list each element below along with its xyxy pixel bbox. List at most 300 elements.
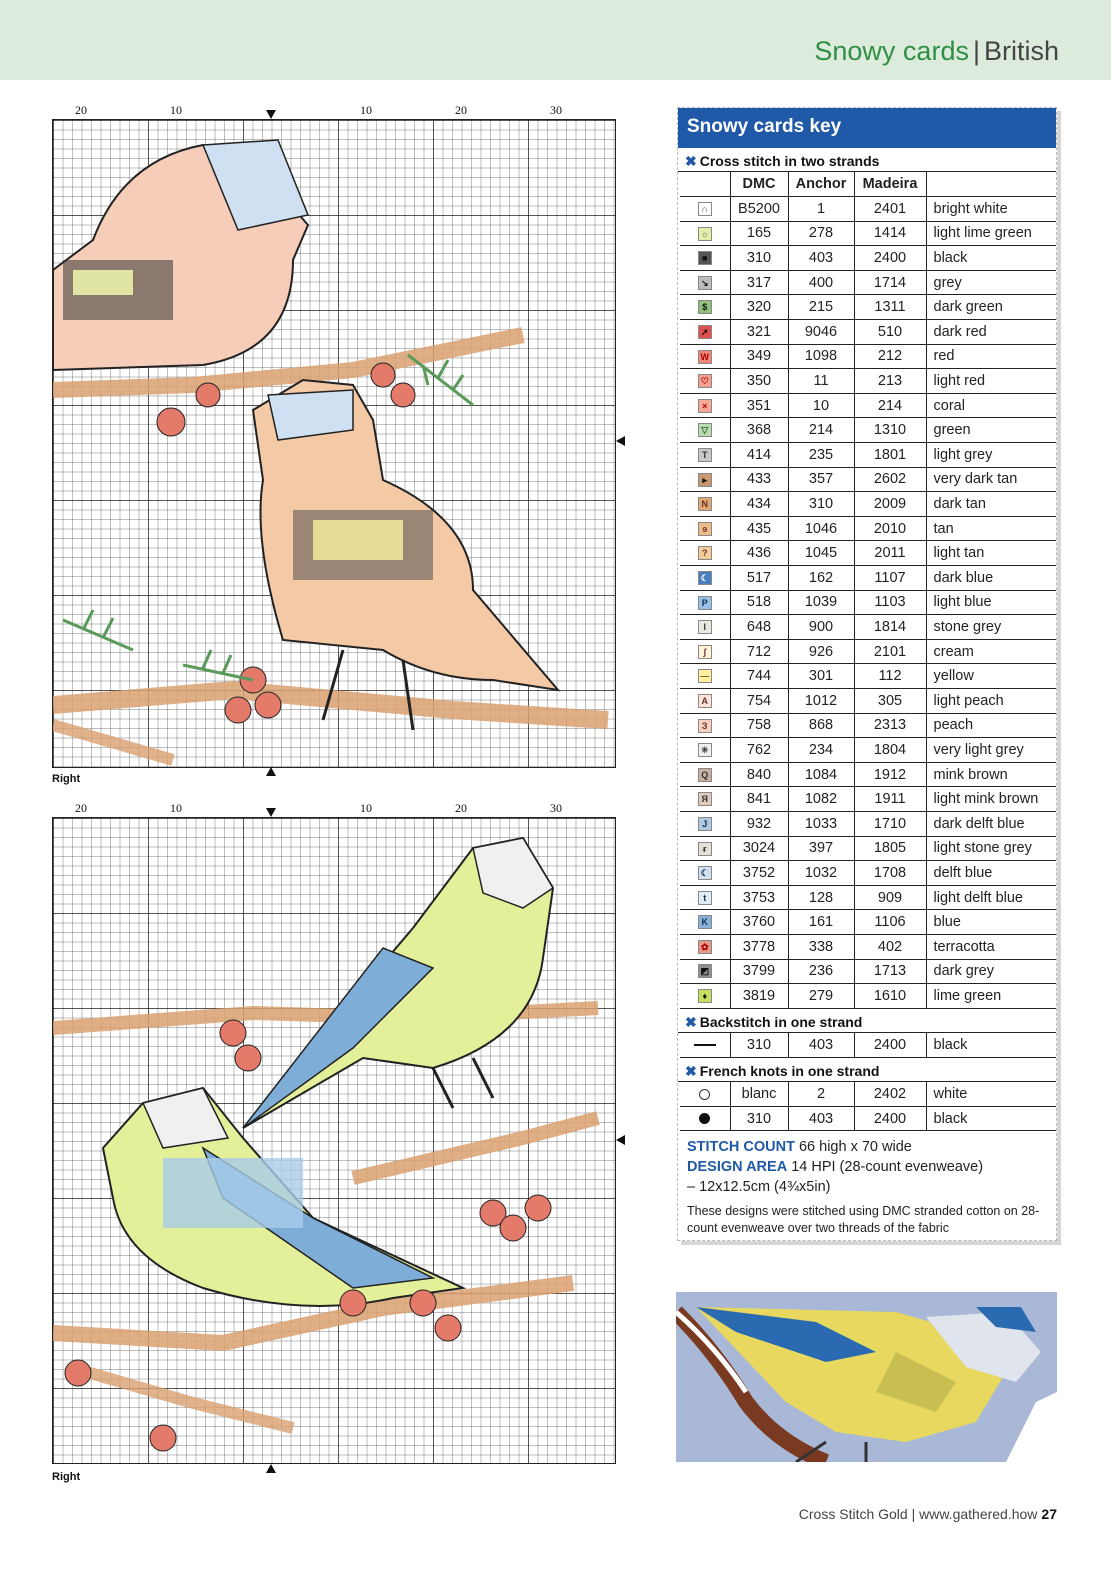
colour-name: very dark tan (926, 467, 1056, 492)
colour-name: cream (926, 639, 1056, 664)
chart-label-right: Right (52, 773, 81, 785)
symbol-cell (680, 762, 730, 787)
dmc-cell: 744 (730, 664, 788, 689)
colour-name: black (926, 246, 1056, 271)
anchor-cell: 400 (788, 270, 854, 295)
madeira-cell: 1610 (854, 984, 926, 1009)
colour-name: grey (926, 270, 1056, 295)
key-row (680, 197, 1056, 222)
anchor-cell: 926 (788, 639, 854, 664)
dmc-cell: 3760 (730, 910, 788, 935)
dmc-cell: 434 (730, 492, 788, 517)
key-row (680, 221, 1056, 246)
madeira-cell: 112 (854, 664, 926, 689)
black-knot-icon (680, 1106, 730, 1131)
anchor-cell: 1039 (788, 590, 854, 615)
thread-symbol-icon: — (698, 669, 712, 683)
colour-name: blue (926, 910, 1056, 935)
symbol-cell (680, 443, 730, 468)
header-subtitle: British (983, 36, 1059, 66)
thread-symbol-icon: ʃ (698, 645, 712, 659)
design-area-size: – 12x12.5cm (4¾x5in) (687, 1179, 831, 1196)
anchor-cell: 1033 (788, 811, 854, 836)
center-marker-bottom (266, 1464, 276, 1473)
dmc-cell: 3799 (730, 959, 788, 984)
thread-symbol-icon: ɘ (698, 522, 712, 536)
madeira-cell: 1805 (854, 836, 926, 861)
anchor-cell: 1032 (788, 861, 854, 886)
madeira-cell: 1107 (854, 566, 926, 591)
anchor-cell: 301 (788, 664, 854, 689)
section-cross-label: Cross stitch in two strands (699, 153, 880, 169)
anchor-cell: 279 (788, 984, 854, 1009)
axis-number: 10 (360, 103, 372, 117)
madeira-cell: 1804 (854, 738, 926, 763)
madeira-cell: 1414 (854, 221, 926, 246)
key-header-row (680, 172, 1056, 197)
madeira-cell: 1911 (854, 787, 926, 812)
chart-grid (52, 119, 616, 768)
center-marker-bottom (266, 767, 276, 776)
anchor-cell: 1012 (788, 688, 854, 713)
thread-symbol-icon: ☾ (698, 571, 712, 585)
dmc-cell: 165 (730, 221, 788, 246)
madeira-cell: 1103 (854, 590, 926, 615)
madeira-cell: 2010 (854, 516, 926, 541)
key-row (680, 664, 1056, 689)
key-row (680, 639, 1056, 664)
key-row (680, 295, 1056, 320)
thread-symbol-icon: P (698, 596, 712, 610)
dmc-cell: 648 (730, 615, 788, 640)
anchor-cell: 10 (788, 393, 854, 418)
colour-name: dark green (926, 295, 1056, 320)
stitch-count-label: STITCH COUNT (687, 1139, 795, 1156)
colour-name: dark tan (926, 492, 1056, 517)
thread-symbol-icon: ☾ (698, 866, 712, 880)
colour-name: green (926, 418, 1056, 443)
axis-number: 30 (550, 801, 562, 815)
column-header: DMC (730, 172, 788, 197)
anchor-cell: 1084 (788, 762, 854, 787)
design-area-label: DESIGN AREA (687, 1159, 788, 1176)
colour-name: light delft blue (926, 885, 1056, 910)
thread-symbol-icon: J (698, 817, 712, 831)
thread-symbol-icon: Q (698, 768, 712, 782)
anchor-cell: 1 (788, 197, 854, 222)
axis-number: 30 (550, 103, 562, 117)
anchor-cell: 900 (788, 615, 854, 640)
dmc-cell: 762 (730, 738, 788, 763)
madeira-cell: 2011 (854, 541, 926, 566)
madeira-cell: 305 (854, 688, 926, 713)
dmc-cell: 310 (730, 1033, 788, 1058)
key-row (680, 713, 1056, 738)
thread-symbol-icon: t (698, 891, 712, 905)
key-row (680, 787, 1056, 812)
thread-symbol-icon: ■ (698, 251, 712, 265)
anchor-cell: 161 (788, 910, 854, 935)
dmc-cell: 841 (730, 787, 788, 812)
anchor-cell: 9046 (788, 320, 854, 345)
name-header (926, 172, 1056, 197)
symbol-cell (680, 344, 730, 369)
anchor-cell: 128 (788, 885, 854, 910)
page-footer (799, 1506, 1057, 1522)
page-number: 27 (1041, 1506, 1057, 1522)
axis-number: 10 (170, 103, 182, 117)
dmc-cell: 436 (730, 541, 788, 566)
key-row (680, 885, 1056, 910)
thread-symbol-icon: ∩ (698, 202, 712, 216)
dmc-cell: 350 (730, 369, 788, 394)
key-title: Snowy cards key (678, 108, 1056, 148)
key-row (680, 934, 1056, 959)
colour-name: light stone grey (926, 836, 1056, 861)
anchor-cell: 357 (788, 467, 854, 492)
colour-name: peach (926, 713, 1056, 738)
anchor-cell: 215 (788, 295, 854, 320)
thread-symbol-icon: З (698, 719, 712, 733)
cross-rows (680, 197, 1056, 1009)
anchor-cell: 214 (788, 418, 854, 443)
anchor-cell: 1045 (788, 541, 854, 566)
symbol-cell (680, 541, 730, 566)
madeira-cell: 2101 (854, 639, 926, 664)
colour-name: black (926, 1033, 1056, 1058)
dmc-cell: 518 (730, 590, 788, 615)
chart-grid (52, 817, 616, 1464)
column-header: Madeira (854, 172, 926, 197)
colour-name: light lime green (926, 221, 1056, 246)
madeira-cell: 1912 (854, 762, 926, 787)
stitch-info (678, 1131, 1056, 1197)
thread-symbol-icon: K (698, 915, 712, 929)
madeira-cell: 510 (854, 320, 926, 345)
symbol-cell (680, 811, 730, 836)
anchor-cell: 868 (788, 713, 854, 738)
symbol-cell (680, 270, 730, 295)
chart-motif-blue-tits (53, 818, 614, 1462)
symbol-cell (680, 295, 730, 320)
key-row (680, 418, 1056, 443)
axis-number: 20 (75, 103, 87, 117)
thread-symbol-icon: × (698, 399, 712, 413)
key-panel (677, 107, 1057, 1241)
dmc-cell: 932 (730, 811, 788, 836)
page-header-title (814, 36, 1059, 67)
anchor-cell: 1098 (788, 344, 854, 369)
colour-name: dark grey (926, 959, 1056, 984)
key-row (680, 811, 1056, 836)
colour-name: light mink brown (926, 787, 1056, 812)
key-table-back (680, 1033, 1056, 1058)
key-row (680, 393, 1056, 418)
colour-name: lime green (926, 984, 1056, 1009)
madeira-cell: 2602 (854, 467, 926, 492)
key-row (680, 738, 1056, 763)
cross-icon: ✖ (685, 1062, 697, 1079)
chart-bottom (52, 800, 632, 1490)
symbol-cell (680, 516, 730, 541)
anchor-cell: 397 (788, 836, 854, 861)
colour-name: red (926, 344, 1056, 369)
thread-symbol-icon: ▽ (698, 423, 712, 437)
madeira-cell: 1714 (854, 270, 926, 295)
thread-symbol-icon: ? (698, 546, 712, 560)
symbol-cell (680, 246, 730, 271)
dmc-cell: 758 (730, 713, 788, 738)
colour-name: black (926, 1106, 1056, 1131)
dmc-cell: 349 (730, 344, 788, 369)
dmc-cell: 435 (730, 516, 788, 541)
dmc-cell: 3819 (730, 984, 788, 1009)
center-marker-top (266, 110, 276, 119)
key-row (680, 492, 1056, 517)
dmc-cell: 840 (730, 762, 788, 787)
symbol-cell (680, 885, 730, 910)
thread-symbol-icon: N (698, 497, 712, 511)
madeira-cell: 2313 (854, 713, 926, 738)
chart-label-right: Right (52, 1471, 81, 1483)
colour-name: delft blue (926, 861, 1056, 886)
thread-symbol-icon: W (698, 350, 712, 364)
stitch-count (687, 1137, 1056, 1157)
cross-icon: ✖ (685, 153, 697, 169)
key-row (680, 615, 1056, 640)
dmc-cell: 320 (730, 295, 788, 320)
stitch-count-value: 66 high x 70 wide (798, 1139, 912, 1156)
madeira-cell: 2009 (854, 492, 926, 517)
symbol-cell (680, 984, 730, 1009)
symbol-cell (680, 959, 730, 984)
footer-magazine: Cross Stitch Gold | www.gathered.how (798, 1506, 1038, 1522)
bird-photo-illustration (676, 1292, 1057, 1462)
key-row (680, 1106, 1056, 1131)
madeira-cell: 2402 (854, 1082, 926, 1107)
colour-name: light red (926, 369, 1056, 394)
madeira-cell: 1801 (854, 443, 926, 468)
design-area-value: 14 HPI (28-count evenweave) (791, 1159, 984, 1176)
symbol-cell (680, 836, 730, 861)
key-row (680, 566, 1056, 591)
key-row (680, 320, 1056, 345)
dmc-cell: 754 (730, 688, 788, 713)
key-row (680, 1033, 1056, 1058)
key-row (680, 688, 1056, 713)
madeira-cell: 1310 (854, 418, 926, 443)
key-row (680, 369, 1056, 394)
dmc-cell: 368 (730, 418, 788, 443)
madeira-cell: 402 (854, 934, 926, 959)
symbol-cell (680, 910, 730, 935)
dmc-cell: 3024 (730, 836, 788, 861)
anchor-cell: 11 (788, 369, 854, 394)
thread-symbol-icon: ♡ (698, 374, 712, 388)
stitch-note: These designs were stitched using DMC stranded cotton on 28-count evenweave over two threads of the fabric (687, 1204, 1040, 1236)
chart-top (52, 100, 632, 790)
dmc-cell: 3753 (730, 885, 788, 910)
thread-symbol-icon: ▸ (698, 473, 712, 487)
key-row (680, 344, 1056, 369)
colour-name: light peach (926, 688, 1056, 713)
anchor-cell: 235 (788, 443, 854, 468)
anchor-cell: 403 (788, 1033, 854, 1058)
colour-name: coral (926, 393, 1056, 418)
symbol-cell (680, 738, 730, 763)
column-header: Anchor (788, 172, 854, 197)
madeira-cell: 1708 (854, 861, 926, 886)
colour-name: dark delft blue (926, 811, 1056, 836)
design-area (687, 1157, 1056, 1177)
stitched-bird-photo (676, 1292, 1057, 1462)
section-cross-stitch (678, 148, 1056, 172)
dmc-cell: 517 (730, 566, 788, 591)
section-back-label: Backstitch in one strand (699, 1013, 863, 1030)
key-row (680, 984, 1056, 1009)
symbol-header (680, 172, 730, 197)
dmc-cell: 3752 (730, 861, 788, 886)
anchor-cell: 234 (788, 738, 854, 763)
cross-icon: ✖ (685, 1013, 697, 1030)
key-row (680, 270, 1056, 295)
thread-symbol-icon: $ (698, 300, 712, 314)
dmc-cell: 321 (730, 320, 788, 345)
symbol-cell (680, 566, 730, 591)
symbol-cell (680, 492, 730, 517)
section-french-knots (678, 1058, 1056, 1082)
madeira-cell: 1311 (854, 295, 926, 320)
symbol-cell (680, 590, 730, 615)
thread-symbol-icon: A (698, 694, 712, 708)
colour-name: stone grey (926, 615, 1056, 640)
colour-name: dark blue (926, 566, 1056, 591)
key-row (680, 516, 1056, 541)
anchor-cell: 162 (788, 566, 854, 591)
madeira-cell: 909 (854, 885, 926, 910)
thread-symbol-icon: ♦ (698, 989, 712, 1003)
axis-number: 20 (75, 801, 87, 815)
backstitch-line-icon (680, 1033, 730, 1058)
thread-symbol-icon: ↘ (698, 276, 712, 290)
colour-name: bright white (926, 197, 1056, 222)
colour-name: terracotta (926, 934, 1056, 959)
symbol-cell (680, 713, 730, 738)
colour-name: dark red (926, 320, 1056, 345)
key-table-french (680, 1082, 1056, 1132)
dmc-cell: 414 (730, 443, 788, 468)
symbol-cell (680, 615, 730, 640)
axis-number: 20 (455, 801, 467, 815)
chart-motif-birds (53, 120, 614, 766)
colour-name: light tan (926, 541, 1056, 566)
symbol-cell (680, 639, 730, 664)
symbol-cell (680, 664, 730, 689)
dmc-cell: blanc (730, 1082, 788, 1107)
colour-name: light blue (926, 590, 1056, 615)
colour-name: mink brown (926, 762, 1056, 787)
anchor-cell: 1082 (788, 787, 854, 812)
dmc-cell: 310 (730, 246, 788, 271)
key-row (680, 541, 1056, 566)
madeira-cell: 213 (854, 369, 926, 394)
anchor-cell: 278 (788, 221, 854, 246)
colour-name: tan (926, 516, 1056, 541)
key-table-cross (680, 172, 1056, 1009)
symbol-cell (680, 467, 730, 492)
key-row (680, 910, 1056, 935)
white-knot-icon (680, 1082, 730, 1107)
thread-symbol-icon: ✿ (698, 940, 712, 954)
thread-symbol-icon: ✳ (698, 743, 712, 757)
anchor-cell: 1046 (788, 516, 854, 541)
madeira-cell: 1814 (854, 615, 926, 640)
center-marker-side (616, 436, 625, 446)
key-row (680, 836, 1056, 861)
dmc-cell: 351 (730, 393, 788, 418)
madeira-cell: 2400 (854, 1106, 926, 1131)
section-french-label: French knots in one strand (699, 1062, 880, 1079)
key-row (680, 959, 1056, 984)
center-marker-top (266, 808, 276, 817)
key-row (680, 861, 1056, 886)
colour-name: very light grey (926, 738, 1056, 763)
dmc-cell: 310 (730, 1106, 788, 1131)
colour-name: light grey (926, 443, 1056, 468)
symbol-cell (680, 418, 730, 443)
thread-symbol-icon: ᵲ (698, 842, 712, 856)
dmc-cell: 3778 (730, 934, 788, 959)
anchor-cell: 403 (788, 246, 854, 271)
axis-number: 20 (455, 103, 467, 117)
symbol-cell (680, 197, 730, 222)
dmc-cell: 712 (730, 639, 788, 664)
thread-symbol-icon: ◩ (698, 964, 712, 978)
symbol-cell (680, 787, 730, 812)
section-backstitch (678, 1009, 1056, 1033)
anchor-cell: 2 (788, 1082, 854, 1107)
anchor-cell: 403 (788, 1106, 854, 1131)
symbol-cell (680, 221, 730, 246)
axis-number: 10 (360, 801, 372, 815)
madeira-cell: 1713 (854, 959, 926, 984)
thread-symbol-icon: I (698, 620, 712, 634)
header-section-title: Snowy cards (814, 36, 969, 66)
axis-number: 10 (170, 801, 182, 815)
key-row (680, 762, 1056, 787)
symbol-cell (680, 320, 730, 345)
symbol-cell (680, 934, 730, 959)
key-row (680, 443, 1056, 468)
madeira-cell: 1106 (854, 910, 926, 935)
dmc-cell: 433 (730, 467, 788, 492)
symbol-cell (680, 861, 730, 886)
madeira-cell: 1710 (854, 811, 926, 836)
anchor-cell: 236 (788, 959, 854, 984)
madeira-cell: 212 (854, 344, 926, 369)
dmc-cell: 317 (730, 270, 788, 295)
dmc-cell: B5200 (730, 197, 788, 222)
anchor-cell: 310 (788, 492, 854, 517)
key-row (680, 467, 1056, 492)
colour-name: white (926, 1082, 1056, 1107)
madeira-cell: 2401 (854, 197, 926, 222)
thread-symbol-icon: ➚ (698, 325, 712, 339)
key-row (680, 246, 1056, 271)
madeira-cell: 2400 (854, 1033, 926, 1058)
header-divider: | (972, 36, 980, 66)
symbol-cell (680, 369, 730, 394)
